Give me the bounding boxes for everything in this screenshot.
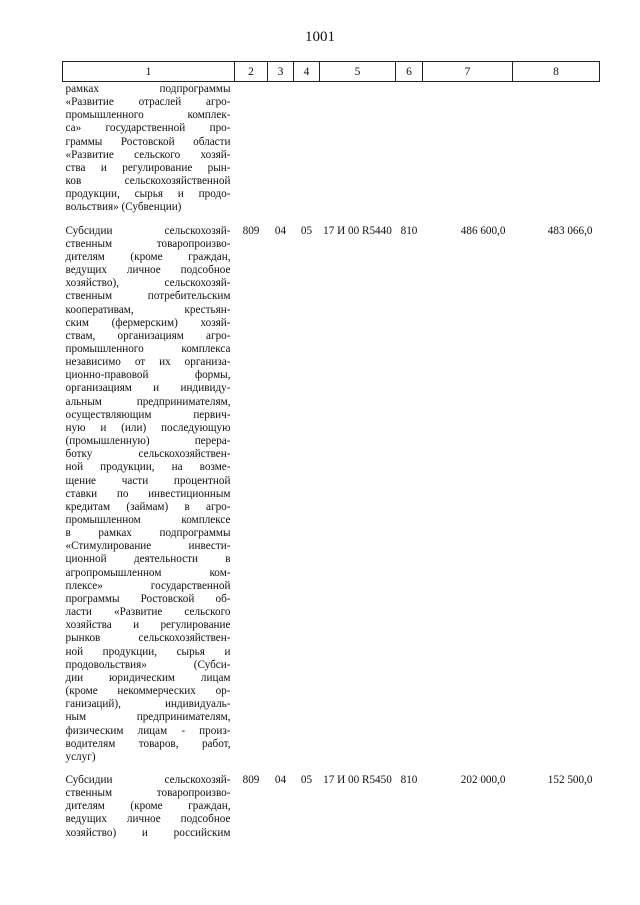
header-cell: 6 xyxy=(396,62,423,82)
description-line: граммы Ростовской области xyxy=(65,135,231,148)
description-cell xyxy=(63,82,235,215)
description-line: ственным потребительским xyxy=(65,290,231,303)
header-cell: 2 xyxy=(235,62,268,82)
description-line: промышленного комплекса xyxy=(65,342,231,355)
expense-type-cell: 810 xyxy=(400,224,418,237)
description-line: дителям (кроме граждан, xyxy=(65,250,231,263)
description-line: хозяйство) и российским xyxy=(65,826,231,839)
ministry-code-cell: 809 xyxy=(242,224,260,237)
row-spacer xyxy=(63,215,600,225)
section-code-cell: 04 xyxy=(274,224,287,237)
description-line: физическим лицам - произ- xyxy=(65,724,231,737)
description-line: осуществляющим первич- xyxy=(65,408,231,421)
expense-type-cell: 810 xyxy=(400,773,418,786)
amount-year1-cell: 486 600,0 xyxy=(460,224,506,237)
target-article-cell xyxy=(320,82,396,215)
description-line: ства и регулирование рын- xyxy=(65,161,231,174)
description-line: агропромышленном ком- xyxy=(65,566,231,579)
page-number: 1001 xyxy=(305,29,335,45)
description-line: Субсидии сельскохозяй- xyxy=(65,773,231,786)
description-line: программы Ростовской об- xyxy=(65,592,231,605)
table-header-row xyxy=(63,62,600,82)
description-line: дии юридическим лицам xyxy=(65,671,231,684)
table-row xyxy=(63,774,600,840)
description-line: ласти «Развитие сельского xyxy=(65,606,231,619)
description-line: ную и (или) последующую xyxy=(65,421,231,434)
ministry-code-cell xyxy=(235,82,268,215)
amount-year1-cell: 202 000,0 xyxy=(460,773,506,786)
description-line: ставки по инвестиционным xyxy=(65,487,231,500)
description-line: «Развитие сельского хозяй- xyxy=(65,148,231,161)
description-line: услуг) xyxy=(65,750,96,763)
description-line: ботку сельскохозяйствен- xyxy=(65,448,231,461)
table-row xyxy=(63,225,600,764)
expense-type-cell xyxy=(396,82,423,215)
subsection-code-cell: 05 xyxy=(300,773,313,786)
target-article-cell: 17 И 00 R5450 xyxy=(323,773,392,786)
budget-table xyxy=(62,61,600,840)
ministry-code-cell: 809 xyxy=(242,773,260,786)
section-code-cell xyxy=(268,82,294,215)
target-article-cell: 17 И 00 R5440 xyxy=(323,224,392,237)
header-cell: 1 xyxy=(63,62,235,82)
description-line: (промышленную) перера- xyxy=(65,435,231,448)
description-line: дителям (кроме граждан, xyxy=(65,800,231,813)
description-line: промышленном комплексе xyxy=(65,514,231,526)
description-line: кредитам (займам) в агро- xyxy=(65,500,231,513)
description-line: ственным товаропроизво- xyxy=(65,787,231,800)
header-cell: 7 xyxy=(423,62,513,82)
description-line: рамках подпрограммы xyxy=(65,83,231,95)
description-line: Субсидии сельскохозяй- xyxy=(65,224,231,237)
subsection-code-cell xyxy=(294,82,320,215)
description-line: хозяйство), сельскохозяй- xyxy=(65,277,231,290)
description-line: вольствия» (Субвенции) xyxy=(65,201,182,214)
description-line: водителям товаров, работ, xyxy=(65,737,231,750)
description-cell xyxy=(63,225,235,764)
description-line: ганизаций), индивидуаль- xyxy=(65,698,231,711)
description-line: ков сельскохозяйственной xyxy=(65,175,231,188)
description-line: промышленного комплек- xyxy=(65,109,231,122)
description-line: альным предпринимателям, xyxy=(65,395,231,408)
description-line: ведущих личное подсобное xyxy=(65,813,231,826)
description-line: независимо от их организа- xyxy=(65,356,231,369)
description-line: ным предпринимателям, xyxy=(65,711,231,724)
description-line: са» государственной про- xyxy=(65,122,231,135)
description-line: ведущих личное подсобное xyxy=(65,264,231,277)
table-row xyxy=(63,82,600,215)
header-cell: 5 xyxy=(320,62,396,82)
header-cell: 3 xyxy=(268,62,294,82)
spacer-cell xyxy=(63,215,600,225)
description-line: рынков сельскохозяйствен- xyxy=(65,632,231,645)
subsection-code-cell: 05 xyxy=(300,224,313,237)
amount-year2-cell: 152 500,0 xyxy=(547,773,593,786)
spacer-cell xyxy=(63,764,600,774)
description-line: кооперативам, крестьян- xyxy=(65,303,231,316)
section-code-cell: 04 xyxy=(274,773,287,786)
description-line: (кроме некоммерческих ор- xyxy=(65,685,231,698)
header-cell: 4 xyxy=(294,62,320,82)
amount-year2-cell: 483 066,0 xyxy=(547,224,593,237)
description-line: продовольствия» (Субси- xyxy=(65,658,231,671)
description-line: ционно-правовой формы, xyxy=(65,369,231,382)
description-line: ским (фермерским) хозяй- xyxy=(65,316,231,329)
description-cell xyxy=(63,774,235,840)
row-spacer xyxy=(63,764,600,774)
description-line: ствам, организациям агро- xyxy=(65,329,231,342)
description-line: щение части процентной xyxy=(65,474,231,487)
description-line: продукции, сырья и продо- xyxy=(65,188,231,201)
description-line: плексе» государственной xyxy=(65,579,231,592)
amount-year1-cell xyxy=(423,82,513,215)
table-body xyxy=(63,82,600,840)
header-cell: 8 xyxy=(513,62,600,82)
description-line: ной продукции, сырья и xyxy=(65,645,231,658)
description-line: ционной деятельности в xyxy=(65,553,231,566)
description-line: хозяйства и регулирование xyxy=(65,619,231,632)
description-line: ной продукции, на возме- xyxy=(65,461,231,474)
description-line: «Стимулирование инвести- xyxy=(65,540,231,553)
description-line: ственным товаропроизво- xyxy=(65,237,231,250)
amount-year2-cell xyxy=(513,82,600,215)
description-line: в рамках подпрограммы xyxy=(65,527,231,540)
description-line: организациям и индивиду- xyxy=(65,382,231,395)
description-line: «Развитие отраслей агро- xyxy=(65,96,231,109)
